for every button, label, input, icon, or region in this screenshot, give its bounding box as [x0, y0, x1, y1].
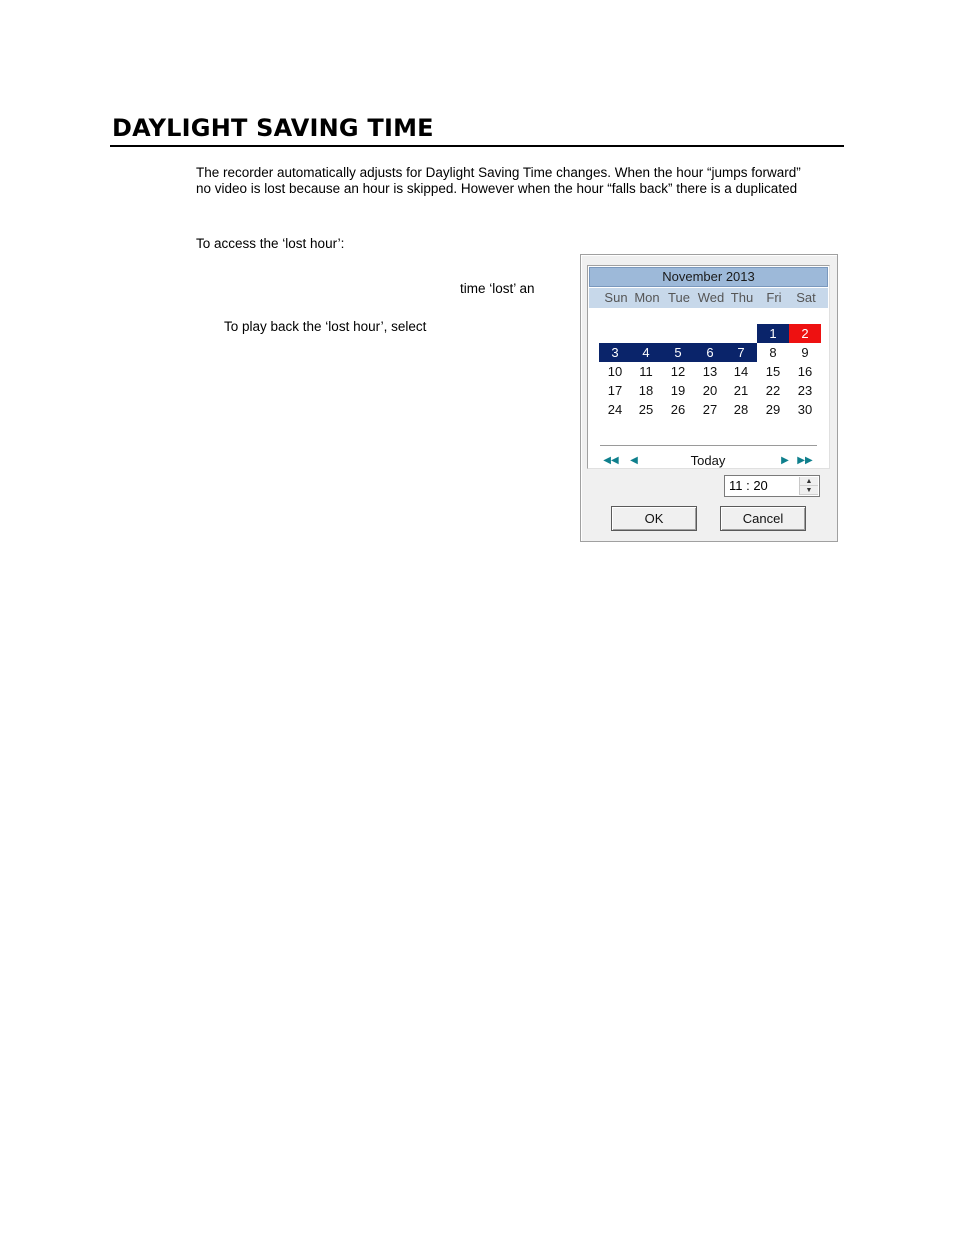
paragraph-line-2: no video is lost because an hour is skipped. However when the hour “falls back” there is a duplicated	[196, 181, 798, 196]
calendar-day-6[interactable]: 6	[694, 343, 726, 362]
calendar-day-27[interactable]: 27	[702, 402, 718, 417]
page-heading: DAYLIGHT SAVING TIME	[112, 114, 434, 142]
calendar-day-30[interactable]: 30	[797, 402, 813, 417]
calendar-day-9[interactable]: 9	[801, 345, 809, 360]
weekday-sun: Sun	[604, 290, 628, 305]
heading-rule	[110, 145, 844, 147]
calendar-day-24[interactable]: 24	[607, 402, 623, 417]
calendar-separator	[600, 445, 817, 446]
time-input[interactable]	[724, 475, 820, 497]
date-time-dialog	[580, 254, 838, 542]
weekday-header	[589, 288, 828, 308]
paragraph-line-1: The recorder automatically adjusts for Daylight Saving Time changes. When the hour “jumps forward”	[196, 165, 801, 180]
time-lost-fragment: time ‘lost’ an	[460, 281, 535, 296]
calendar-day-2[interactable]: 2	[789, 324, 821, 343]
calendar-day-29[interactable]: 29	[765, 402, 781, 417]
weekday-fri: Fri	[766, 290, 782, 305]
calendar-month-title: November 2013	[589, 267, 828, 287]
cancel-button[interactable]: Cancel	[720, 506, 806, 531]
calendar-day-23[interactable]: 23	[797, 383, 813, 398]
calendar-day-19[interactable]: 19	[670, 383, 686, 398]
calendar-day-28[interactable]: 28	[733, 402, 749, 417]
ok-button[interactable]: OK	[611, 506, 697, 531]
calendar-day-12[interactable]: 12	[670, 364, 686, 379]
calendar-day-14[interactable]: 14	[733, 364, 749, 379]
weekday-wed: Wed	[697, 290, 725, 305]
play-back-text: To play back the ‘lost hour’, select	[224, 319, 427, 334]
calendar-day-1[interactable]: 1	[757, 324, 789, 343]
weekday-sat: Sat	[796, 290, 816, 305]
calendar-day-22[interactable]: 22	[765, 383, 781, 398]
weekday-tue: Tue	[668, 290, 690, 305]
calendar-day-4[interactable]: 4	[630, 343, 662, 362]
calendar-day-25[interactable]: 25	[638, 402, 654, 417]
calendar-day-18[interactable]: 18	[638, 383, 654, 398]
calendar-day-13[interactable]: 13	[702, 364, 718, 379]
next-month-icon[interactable]: ▶	[781, 455, 789, 466]
prev-year-icon[interactable]: ◀◀	[603, 455, 619, 466]
next-year-icon[interactable]: ▶▶	[797, 455, 813, 466]
calendar-day-16[interactable]: 16	[797, 364, 813, 379]
calendar-day-5[interactable]: 5	[662, 343, 694, 362]
weekday-thu: Thu	[730, 290, 754, 305]
calendar-day-26[interactable]: 26	[670, 402, 686, 417]
calendar-day-3[interactable]: 3	[599, 343, 631, 362]
spin-down-icon[interactable]: ▼	[800, 486, 818, 495]
calendar-day-7[interactable]: 7	[725, 343, 757, 362]
spin-up-icon[interactable]: ▲	[800, 477, 818, 486]
time-value: 11 : 20	[729, 478, 768, 493]
access-lost-hour-text: To access the ‘lost hour’:	[196, 236, 345, 251]
calendar-day-8[interactable]: 8	[769, 345, 777, 360]
calendar-day-17[interactable]: 17	[607, 383, 623, 398]
calendar-day-20[interactable]: 20	[702, 383, 718, 398]
calendar-day-15[interactable]: 15	[765, 364, 781, 379]
today-link[interactable]: Today	[690, 453, 726, 468]
prev-month-icon[interactable]: ◀	[630, 455, 638, 466]
calendar-day-11[interactable]: 11	[639, 364, 653, 379]
weekday-mon: Mon	[634, 290, 660, 305]
month-calendar	[587, 265, 830, 469]
calendar-day-10[interactable]: 10	[607, 364, 623, 379]
time-spinner[interactable]	[799, 477, 818, 495]
calendar-day-21[interactable]: 21	[733, 383, 749, 398]
